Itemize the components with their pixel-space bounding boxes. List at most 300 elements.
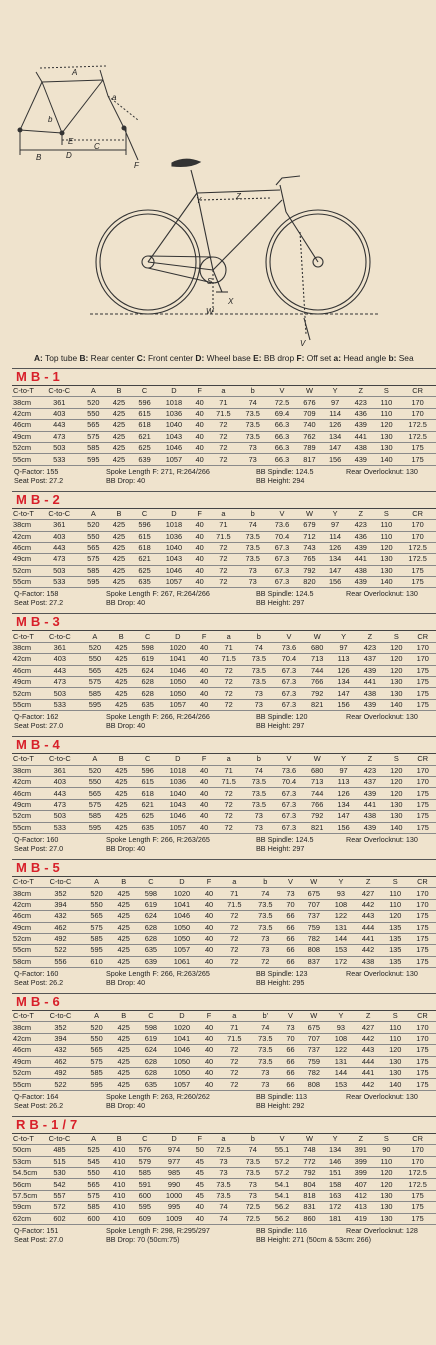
table-cell: 40 (195, 776, 214, 787)
column-header: Z (355, 876, 382, 887)
table-cell: 74 (209, 1213, 238, 1224)
table-cell: 443 (38, 542, 81, 553)
table-cell: 135 (382, 956, 409, 967)
table-cell: 71 (209, 520, 238, 531)
table-cell: 439 (348, 420, 374, 431)
footnote-text: Rear Overlocknut: 130 (346, 1091, 418, 1101)
table-cell: 410 (106, 1156, 132, 1167)
table-cell: 140 (374, 577, 400, 588)
model-title: MB-2 (12, 491, 436, 508)
table-cell: 595 (82, 822, 108, 833)
table-cell: 1046 (161, 811, 195, 822)
model-footnote (12, 1090, 436, 1111)
table-cell: 1061 (164, 956, 199, 967)
table-cell: 595 (81, 577, 107, 588)
table-cell: 425 (108, 822, 134, 833)
column-header: B (106, 508, 132, 519)
table-cell: 520 (82, 765, 108, 776)
table-cell: 412 (348, 1190, 374, 1201)
footnote-column (14, 1226, 63, 1244)
table-cell: 73.5 (209, 1190, 238, 1201)
footnote-column (346, 467, 418, 476)
table-cell: 66 (281, 911, 300, 922)
table-cell: 1046 (164, 911, 199, 922)
table-cell: 707 (300, 899, 327, 910)
table-cell: 831 (297, 1202, 323, 1213)
column-header: B (110, 876, 137, 887)
table-cell: 441 (357, 677, 383, 688)
table-cell: 45 (191, 1190, 209, 1201)
table-cell: 600 (132, 1190, 158, 1201)
table-cell: 974 (158, 1145, 191, 1156)
table-cell: 73 (238, 1190, 267, 1201)
column-header: a (209, 1133, 238, 1144)
table-cell: 628 (137, 933, 164, 944)
table-header-row (12, 1133, 436, 1144)
table-cell: 72 (219, 1079, 250, 1090)
table-cell: 130 (374, 565, 400, 576)
table-cell: 73.5 (209, 1179, 238, 1190)
column-header: V (274, 754, 304, 765)
table-cell: 175 (410, 799, 436, 810)
bicycle-diagram (90, 159, 380, 340)
table-cell: 596 (132, 520, 158, 531)
table-cell: 438 (348, 565, 374, 576)
table-cell: 72 (209, 565, 238, 576)
table-row (12, 1056, 436, 1067)
table-cell: 66.3 (267, 442, 296, 453)
table-cell: 170 (399, 1156, 436, 1167)
table-cell: 600 (81, 1213, 107, 1224)
table-cell: 170 (410, 642, 436, 653)
footnote-text: BB Height: 297 (256, 843, 305, 853)
column-header: D (157, 508, 190, 519)
table-cell: 49cm (12, 1056, 38, 1067)
table-cell: 792 (297, 565, 323, 576)
table-cell: 425 (106, 397, 132, 408)
column-header: D (164, 1011, 199, 1022)
table-cell: 40 (190, 408, 208, 419)
table-cell: 522 (38, 945, 83, 956)
table-cell: 70.4 (267, 531, 296, 542)
table-cell: 473 (38, 799, 82, 810)
table-cell: 639 (132, 454, 158, 465)
table-cell: 550 (81, 1167, 107, 1178)
table-header-row (12, 876, 436, 887)
table-cell: 557 (38, 1190, 80, 1201)
table-cell: 69.4 (267, 408, 296, 419)
table-cell: 619 (134, 654, 160, 665)
table-cell: 585 (82, 811, 108, 822)
table-cell: 40 (190, 554, 208, 565)
table-cell: 46cm (12, 420, 38, 431)
table-cell: 175 (399, 1213, 436, 1224)
table-cell: 73.5 (238, 1156, 267, 1167)
table-cell: 97 (330, 642, 356, 653)
table-cell: 72 (209, 431, 238, 442)
table-cell: 156 (322, 577, 348, 588)
table-cell: 576 (132, 1145, 158, 1156)
table-cell: 1057 (157, 454, 190, 465)
table-cell: 126 (330, 665, 356, 676)
table-cell: 585 (132, 1167, 158, 1178)
table-cell: 462 (38, 1056, 83, 1067)
table-cell: 73 (281, 888, 300, 899)
footnote-text: BB Height: 292 (256, 1100, 305, 1110)
table-cell: 38cm (12, 888, 38, 899)
table-cell: 52cm (12, 442, 38, 453)
diagram-area (0, 0, 436, 350)
table-cell: 175 (409, 1045, 436, 1056)
model-block (12, 368, 436, 486)
table-cell: 596 (134, 765, 160, 776)
table-cell: 565 (81, 420, 107, 431)
column-header: a (214, 754, 244, 765)
table-cell: 441 (355, 933, 382, 944)
table-cell: 818 (297, 1190, 323, 1201)
column-header: b (238, 508, 267, 519)
table-cell: 72.5 (267, 397, 296, 408)
table-cell: 72 (209, 577, 238, 588)
table-cell: 425 (106, 408, 132, 419)
table-row (12, 688, 436, 699)
table-cell: 170 (399, 520, 436, 531)
column-header: CR (410, 631, 436, 642)
table-cell: 40 (195, 765, 214, 776)
table-cell: 40 (195, 799, 214, 810)
table-cell: 108 (327, 899, 354, 910)
footnote-text: BB Height: 297 (256, 598, 305, 608)
footnote-text: Rear Overlocknut: 130 (346, 712, 418, 722)
table-cell: 130 (374, 1213, 400, 1224)
table-cell: 110 (374, 520, 400, 531)
table-cell: 170 (399, 531, 436, 542)
table-cell: 352 (38, 1022, 83, 1033)
footnote-text: Seat Post: 27.0 (14, 721, 64, 731)
table-cell: 56cm (12, 1179, 38, 1190)
table-cell: 40 (191, 1202, 209, 1213)
footnote-column (346, 1092, 418, 1101)
table-cell: 40 (199, 1056, 218, 1067)
table-cell: 66.3 (267, 431, 296, 442)
table-cell: 565 (82, 665, 108, 676)
table-cell: 38cm (12, 397, 38, 408)
table-cell: 1057 (161, 699, 195, 710)
table-row (12, 454, 436, 465)
table-cell: 55cm (12, 577, 38, 588)
label-B: B (36, 153, 42, 162)
table-cell: 762 (297, 431, 323, 442)
table-cell: 595 (83, 1079, 110, 1090)
table-cell: 425 (108, 688, 134, 699)
table-cell: 170 (410, 654, 436, 665)
table-cell: 423 (348, 520, 374, 531)
table-cell: 1040 (157, 542, 190, 553)
footnote-column (106, 589, 210, 607)
table-cell: 130 (374, 431, 400, 442)
table-cell: 55cm (12, 945, 38, 956)
table-cell: 639 (137, 956, 164, 967)
table-cell: 579 (132, 1156, 158, 1167)
table-cell: 130 (383, 688, 409, 699)
table-cell: 425 (110, 899, 137, 910)
column-header: C-to-C (38, 1133, 80, 1144)
table-cell: 172 (322, 1202, 348, 1213)
column-header: CR (399, 1133, 436, 1144)
footnote-text: BB Spindle: 124.5 (256, 466, 314, 476)
table-cell: 425 (106, 431, 132, 442)
table-cell: 40 (190, 565, 208, 576)
table-cell: 72.5 (238, 1202, 267, 1213)
table-cell: 42cm (12, 1033, 38, 1044)
table-cell: 624 (137, 1045, 164, 1056)
table-cell: 425 (108, 699, 134, 710)
table-cell: 170 (409, 1033, 436, 1044)
table-cell: 550 (83, 1033, 110, 1044)
table-cell: 73.6 (274, 642, 304, 653)
footnote-column (106, 1092, 210, 1110)
table-cell: 675 (300, 1022, 327, 1033)
table-cell: 439 (348, 577, 374, 588)
table-cell: 766 (304, 799, 330, 810)
table-cell: 151 (322, 1167, 348, 1178)
table-cell: 57.5cm (13, 1190, 38, 1200)
table-cell: 71 (219, 888, 250, 899)
table-cell: 437 (357, 654, 383, 665)
table-cell: 737 (300, 1045, 327, 1056)
table-cell: 66.3 (267, 420, 296, 431)
table-cell: 410 (106, 1190, 132, 1201)
table-cell: 131 (327, 922, 354, 933)
table-cell: 425 (106, 442, 132, 453)
table-cell: 42cm (12, 531, 38, 542)
table-cell: 473 (38, 554, 81, 565)
table-cell: 40 (190, 542, 208, 553)
table-cell: 744 (304, 788, 330, 799)
table-cell: 533 (38, 699, 82, 710)
table-cell: 144 (327, 1068, 354, 1079)
column-header: b (238, 1133, 267, 1144)
table-row (12, 899, 436, 910)
table-cell: 175 (409, 933, 436, 944)
table-cell: 425 (110, 1079, 137, 1090)
table-cell: 403 (38, 776, 82, 787)
table-cell: 110 (374, 1156, 400, 1167)
table-cell: 413 (348, 1202, 374, 1213)
table-cell: 443 (38, 788, 82, 799)
spec-table (12, 876, 436, 967)
table-cell: 73.5 (244, 776, 274, 787)
footnote-text: Spoke Length F: 266, R:263/265 (106, 969, 210, 979)
table-cell: 74 (250, 1022, 281, 1033)
table-cell: 1046 (161, 665, 195, 676)
table-cell: 1050 (164, 933, 199, 944)
table-cell: 120 (374, 1179, 400, 1190)
table-cell: 73 (209, 1156, 238, 1167)
table-row (12, 420, 436, 431)
table-cell: 72 (214, 677, 244, 688)
column-header: C (137, 1011, 164, 1022)
table-cell: 425 (108, 799, 134, 810)
table-cell: 425 (110, 1033, 137, 1044)
table-cell: 40 (190, 531, 208, 542)
table-cell: 40 (191, 1213, 209, 1224)
table-cell: 72 (214, 822, 244, 833)
table-cell: 615 (132, 531, 158, 542)
column-header: a (209, 386, 238, 397)
column-header: Z (348, 1133, 374, 1144)
label-Y: Y (196, 196, 202, 205)
table-row (12, 431, 436, 442)
column-header: A (81, 508, 107, 519)
table-cell: 158 (322, 1179, 348, 1190)
model-footnote (12, 1224, 436, 1245)
table-cell: 66 (281, 933, 300, 944)
column-header: F (195, 631, 214, 642)
table-cell: 789 (297, 442, 323, 453)
footnote-text: Spoke Length F: 263, R:260/262 (106, 1091, 210, 1101)
table-cell: 73 (238, 442, 267, 453)
table-row (12, 1033, 436, 1044)
table-cell: 441 (355, 1068, 382, 1079)
table-cell: 72 (209, 442, 238, 453)
footnote-text: Q-Factor: 151 (14, 1225, 59, 1235)
table-cell: 73.5 (238, 420, 267, 431)
column-header: CR (410, 754, 436, 765)
table-cell: 40 (199, 899, 218, 910)
table-cell: 439 (357, 665, 383, 676)
table-cell: 70 (281, 899, 300, 910)
table-cell: 40 (195, 688, 214, 699)
column-header: B (108, 631, 134, 642)
table-cell: 425 (108, 776, 134, 787)
table-cell: 625 (132, 442, 158, 453)
legend-item: a: Head angle (333, 353, 387, 363)
table-cell: 175 (409, 956, 436, 967)
legend-item: E: BB drop (253, 353, 295, 363)
table-cell: 443 (355, 911, 382, 922)
column-header: D (164, 876, 199, 887)
table-cell: 66 (281, 1056, 300, 1067)
table-cell: 120 (383, 642, 409, 653)
table-cell: 425 (110, 1045, 137, 1056)
label-V: V (300, 339, 306, 348)
table-cell: 175 (409, 945, 436, 956)
table-cell: 40 (190, 442, 208, 453)
column-header: Z (357, 631, 383, 642)
table-cell: 995 (158, 1202, 191, 1213)
table-cell: 565 (81, 1179, 107, 1190)
table-cell: 520 (81, 520, 107, 531)
footnote-column (346, 1226, 418, 1235)
table-cell: 40 (195, 811, 214, 822)
table-cell: 40 (199, 956, 218, 967)
model-title: MB-4 (12, 736, 436, 753)
table-cell: 52cm (12, 1068, 38, 1079)
table-cell: 153 (327, 945, 354, 956)
column-header: S (383, 631, 409, 642)
table-cell: 618 (132, 542, 158, 553)
table-row (12, 442, 436, 453)
table-cell: 73.5 (244, 665, 274, 676)
column-header: Y (327, 1011, 354, 1022)
table-cell: 72.5 (238, 1213, 267, 1224)
table-cell: 419 (348, 1213, 374, 1224)
table-row (12, 1190, 436, 1201)
table-cell: 172.5 (399, 431, 436, 442)
table-cell: 1018 (161, 765, 195, 776)
table-cell: 438 (357, 688, 383, 699)
table-cell: 93 (327, 888, 354, 899)
table-cell: 443 (38, 420, 81, 431)
table-cell: 533 (38, 577, 81, 588)
table-cell: 425 (110, 956, 137, 967)
table-cell: 1057 (164, 945, 199, 956)
table-cell: 73 (244, 699, 274, 710)
table-cell: 73.5 (244, 654, 274, 665)
column-header: a (219, 876, 250, 887)
table-cell: 427 (355, 1022, 382, 1033)
footnote-column (14, 1092, 63, 1110)
table-cell: 45 (191, 1156, 209, 1167)
table-cell: 40 (199, 922, 218, 933)
table-cell: 71.5 (219, 1033, 250, 1044)
table-cell: 679 (297, 520, 323, 531)
footnote-text: Seat Post: 27.2 (14, 598, 64, 608)
frame-geometry-diagrams (0, 0, 436, 350)
table-cell: 38cm (12, 1022, 38, 1033)
table-cell: 792 (304, 811, 330, 822)
model-title: MB-6 (12, 993, 436, 1010)
table-cell: 473 (38, 677, 82, 688)
table-cell: 71 (209, 397, 238, 408)
column-header: Y (322, 508, 348, 519)
footnote-column (14, 835, 63, 853)
column-header: C-to-T (12, 631, 38, 642)
table-cell: 72 (219, 945, 250, 956)
table-cell: 609 (132, 1213, 158, 1224)
table-cell: 73 (250, 933, 281, 944)
footnote-column (14, 589, 63, 607)
table-cell: 361 (38, 765, 82, 776)
table-cell: 72 (214, 788, 244, 799)
column-header: Y (330, 754, 356, 765)
column-header: S (382, 1011, 409, 1022)
table-row (12, 397, 436, 408)
table-cell: 438 (357, 811, 383, 822)
table-cell: 436 (348, 531, 374, 542)
table-cell: 74 (244, 765, 274, 776)
table-cell: 72 (219, 1068, 250, 1079)
table-cell: 66 (281, 1045, 300, 1056)
table-cell: 503 (38, 688, 82, 699)
table-cell: 73.5 (250, 1033, 281, 1044)
table-cell: 55.1 (267, 1145, 296, 1156)
table-cell: 97 (322, 520, 348, 531)
table-cell: 1040 (161, 788, 195, 799)
table-cell: 1050 (164, 1056, 199, 1067)
table-cell: 52cm (12, 688, 38, 699)
table-cell: 120 (382, 911, 409, 922)
table-cell: 441 (357, 799, 383, 810)
table-cell: 439 (357, 822, 383, 833)
table-cell: 425 (106, 420, 132, 431)
table-cell: 49cm (12, 431, 38, 442)
table-cell: 73 (238, 454, 267, 465)
column-header: C (134, 754, 160, 765)
table-cell: 74 (238, 397, 267, 408)
footnote-column (256, 969, 308, 987)
